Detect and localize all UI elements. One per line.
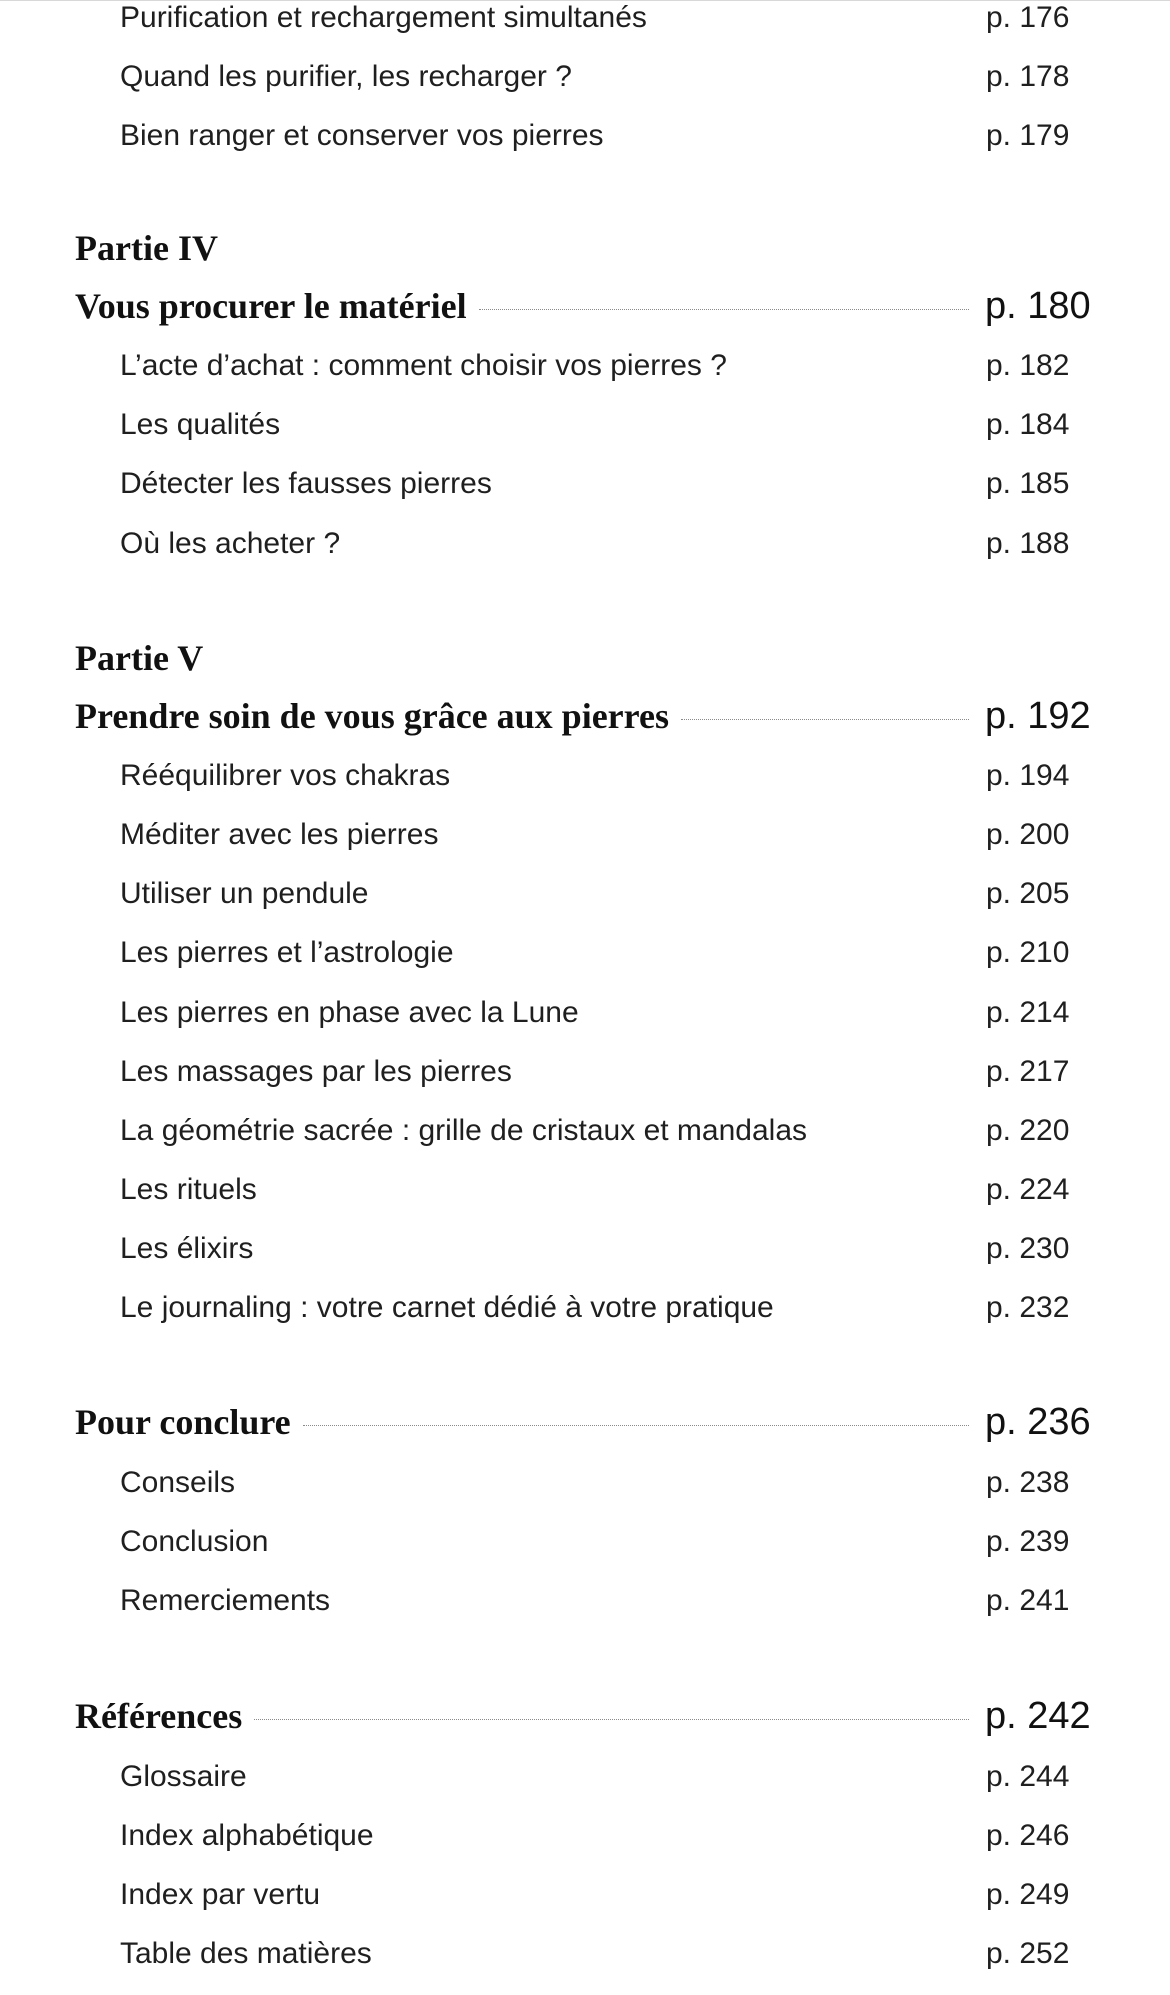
part-label: Partie V (75, 638, 204, 678)
toc-entry[interactable] (0, 1577, 1170, 1625)
toc-entry-title: Les pierres en phase avec la Lune (120, 996, 579, 1029)
toc-entry[interactable] (0, 53, 1170, 101)
toc-entry-title: Les pierres et l’astrologie (120, 936, 454, 969)
dotted-leader (254, 1719, 969, 1720)
toc-entry[interactable] (0, 1107, 1170, 1155)
dotted-leader (681, 719, 969, 720)
toc-entry-title: Le journaling : votre carnet dédié à votre pratique (120, 1291, 774, 1324)
toc-entry-title: Conseils (120, 1466, 236, 1499)
toc-entry-page: p. 232 (986, 1291, 1070, 1324)
section-heading[interactable] (75, 1394, 1095, 1450)
toc-entry-title: L’acte d’achat : comment choisir vos pierres ? (120, 349, 727, 382)
part-heading-title: Vous procurer le matériel (75, 286, 467, 326)
toc-entry[interactable] (0, 811, 1170, 859)
part-heading-title: Prendre soin de vous grâce aux pierres (75, 696, 669, 736)
toc-entry-page: p. 238 (986, 1466, 1070, 1499)
toc-entry[interactable] (0, 1930, 1170, 1978)
dotted-leader (303, 1425, 969, 1426)
toc-entry-page: p. 205 (986, 877, 1070, 910)
toc-entry-page: p. 246 (986, 1819, 1070, 1852)
toc-entry[interactable] (0, 1459, 1170, 1507)
toc-entry-title: Méditer avec les pierres (120, 818, 439, 851)
part-heading[interactable] (75, 688, 1095, 744)
toc-entry[interactable] (0, 112, 1170, 160)
toc-entry[interactable] (0, 1284, 1170, 1332)
toc-entry[interactable] (0, 1166, 1170, 1214)
toc-entry-title: Rééquilibrer vos chakras (120, 759, 451, 792)
toc-entry-title: Détecter les fausses pierres (120, 467, 492, 500)
toc-entry-page: p. 224 (986, 1173, 1070, 1206)
toc-entry-page: p. 220 (986, 1114, 1070, 1147)
section-heading[interactable] (75, 1688, 1095, 1744)
toc-entry[interactable] (0, 1225, 1170, 1273)
toc-entry-page: p. 210 (986, 936, 1070, 969)
toc-entry-title: La géométrie sacrée : grille de cristaux et mandalas (120, 1114, 808, 1147)
toc-entry-page: p. 178 (986, 60, 1070, 93)
part-heading[interactable] (75, 278, 1095, 334)
toc-entry-page: p. 217 (986, 1055, 1070, 1088)
toc-entry[interactable] (0, 929, 1170, 977)
section-heading-title: Pour conclure (75, 1402, 291, 1442)
part-label: Partie IV (75, 228, 218, 268)
toc-entry-page: p. 182 (986, 349, 1070, 382)
toc-entry-title: Bien ranger et conserver vos pierres (120, 119, 604, 152)
dotted-leader (479, 309, 969, 310)
toc-entry-page: p. 188 (986, 527, 1070, 560)
toc-entry[interactable] (0, 870, 1170, 918)
toc-entry-title: Remerciements (120, 1584, 331, 1617)
toc-entry-title: Les massages par les pierres (120, 1055, 512, 1088)
toc-entry[interactable] (0, 1812, 1170, 1860)
section-heading-title: Références (75, 1696, 243, 1736)
toc-entry-page: p. 252 (986, 1937, 1070, 1970)
toc-entry-page: p. 184 (986, 408, 1070, 441)
toc-entry[interactable] (0, 1048, 1170, 1096)
toc-entry[interactable] (0, 1518, 1170, 1566)
toc-entry-title: Glossaire (120, 1760, 247, 1793)
toc-entry-page: p. 244 (986, 1760, 1070, 1793)
toc-entry[interactable] (0, 1871, 1170, 1919)
toc-entry-page: p. 241 (986, 1584, 1070, 1617)
toc-entry-page: p. 230 (986, 1232, 1070, 1265)
toc-entry-page: p. 249 (986, 1878, 1070, 1911)
toc-entry[interactable] (0, 460, 1170, 508)
toc-entry-page: p. 214 (986, 996, 1070, 1029)
toc-entry-title: Les rituels (120, 1173, 257, 1206)
toc-entry-page: p. 200 (986, 818, 1070, 851)
section-heading-page: p. 242 (985, 1695, 1091, 1737)
toc-entry-title: Purification et rechargement simultanés (120, 1, 647, 34)
toc-entry[interactable] (0, 401, 1170, 449)
toc-entry[interactable] (0, 752, 1170, 800)
toc-entry-page: p. 176 (986, 1, 1070, 34)
toc-entry[interactable] (0, 989, 1170, 1037)
toc-entry-title: Où les acheter ? (120, 527, 341, 560)
toc-entry[interactable] (0, 342, 1170, 390)
toc-entry[interactable] (0, 1753, 1170, 1801)
toc-entry-title: Table des matières (120, 1937, 372, 1970)
toc-entry-page: p. 239 (986, 1525, 1070, 1558)
toc-entry-title: Quand les purifier, les recharger ? (120, 60, 572, 93)
toc-entry-title: Index alphabétique (120, 1819, 374, 1852)
toc-entry[interactable] (0, 520, 1170, 568)
part-heading-page: p. 192 (985, 695, 1091, 737)
toc-entry-page: p. 194 (986, 759, 1070, 792)
toc-entry-title: Les élixirs (120, 1232, 254, 1265)
toc-entry-page: p. 179 (986, 119, 1070, 152)
toc-entry-page: p. 185 (986, 467, 1070, 500)
toc-entry[interactable] (0, 0, 1170, 42)
toc-entry-title: Utiliser un pendule (120, 877, 369, 910)
part-heading-page: p. 180 (985, 285, 1091, 327)
toc-entry-title: Les qualités (120, 408, 281, 441)
section-heading-page: p. 236 (985, 1401, 1091, 1443)
toc-entry-title: Index par vertu (120, 1878, 321, 1911)
toc-entry-title: Conclusion (120, 1525, 269, 1558)
